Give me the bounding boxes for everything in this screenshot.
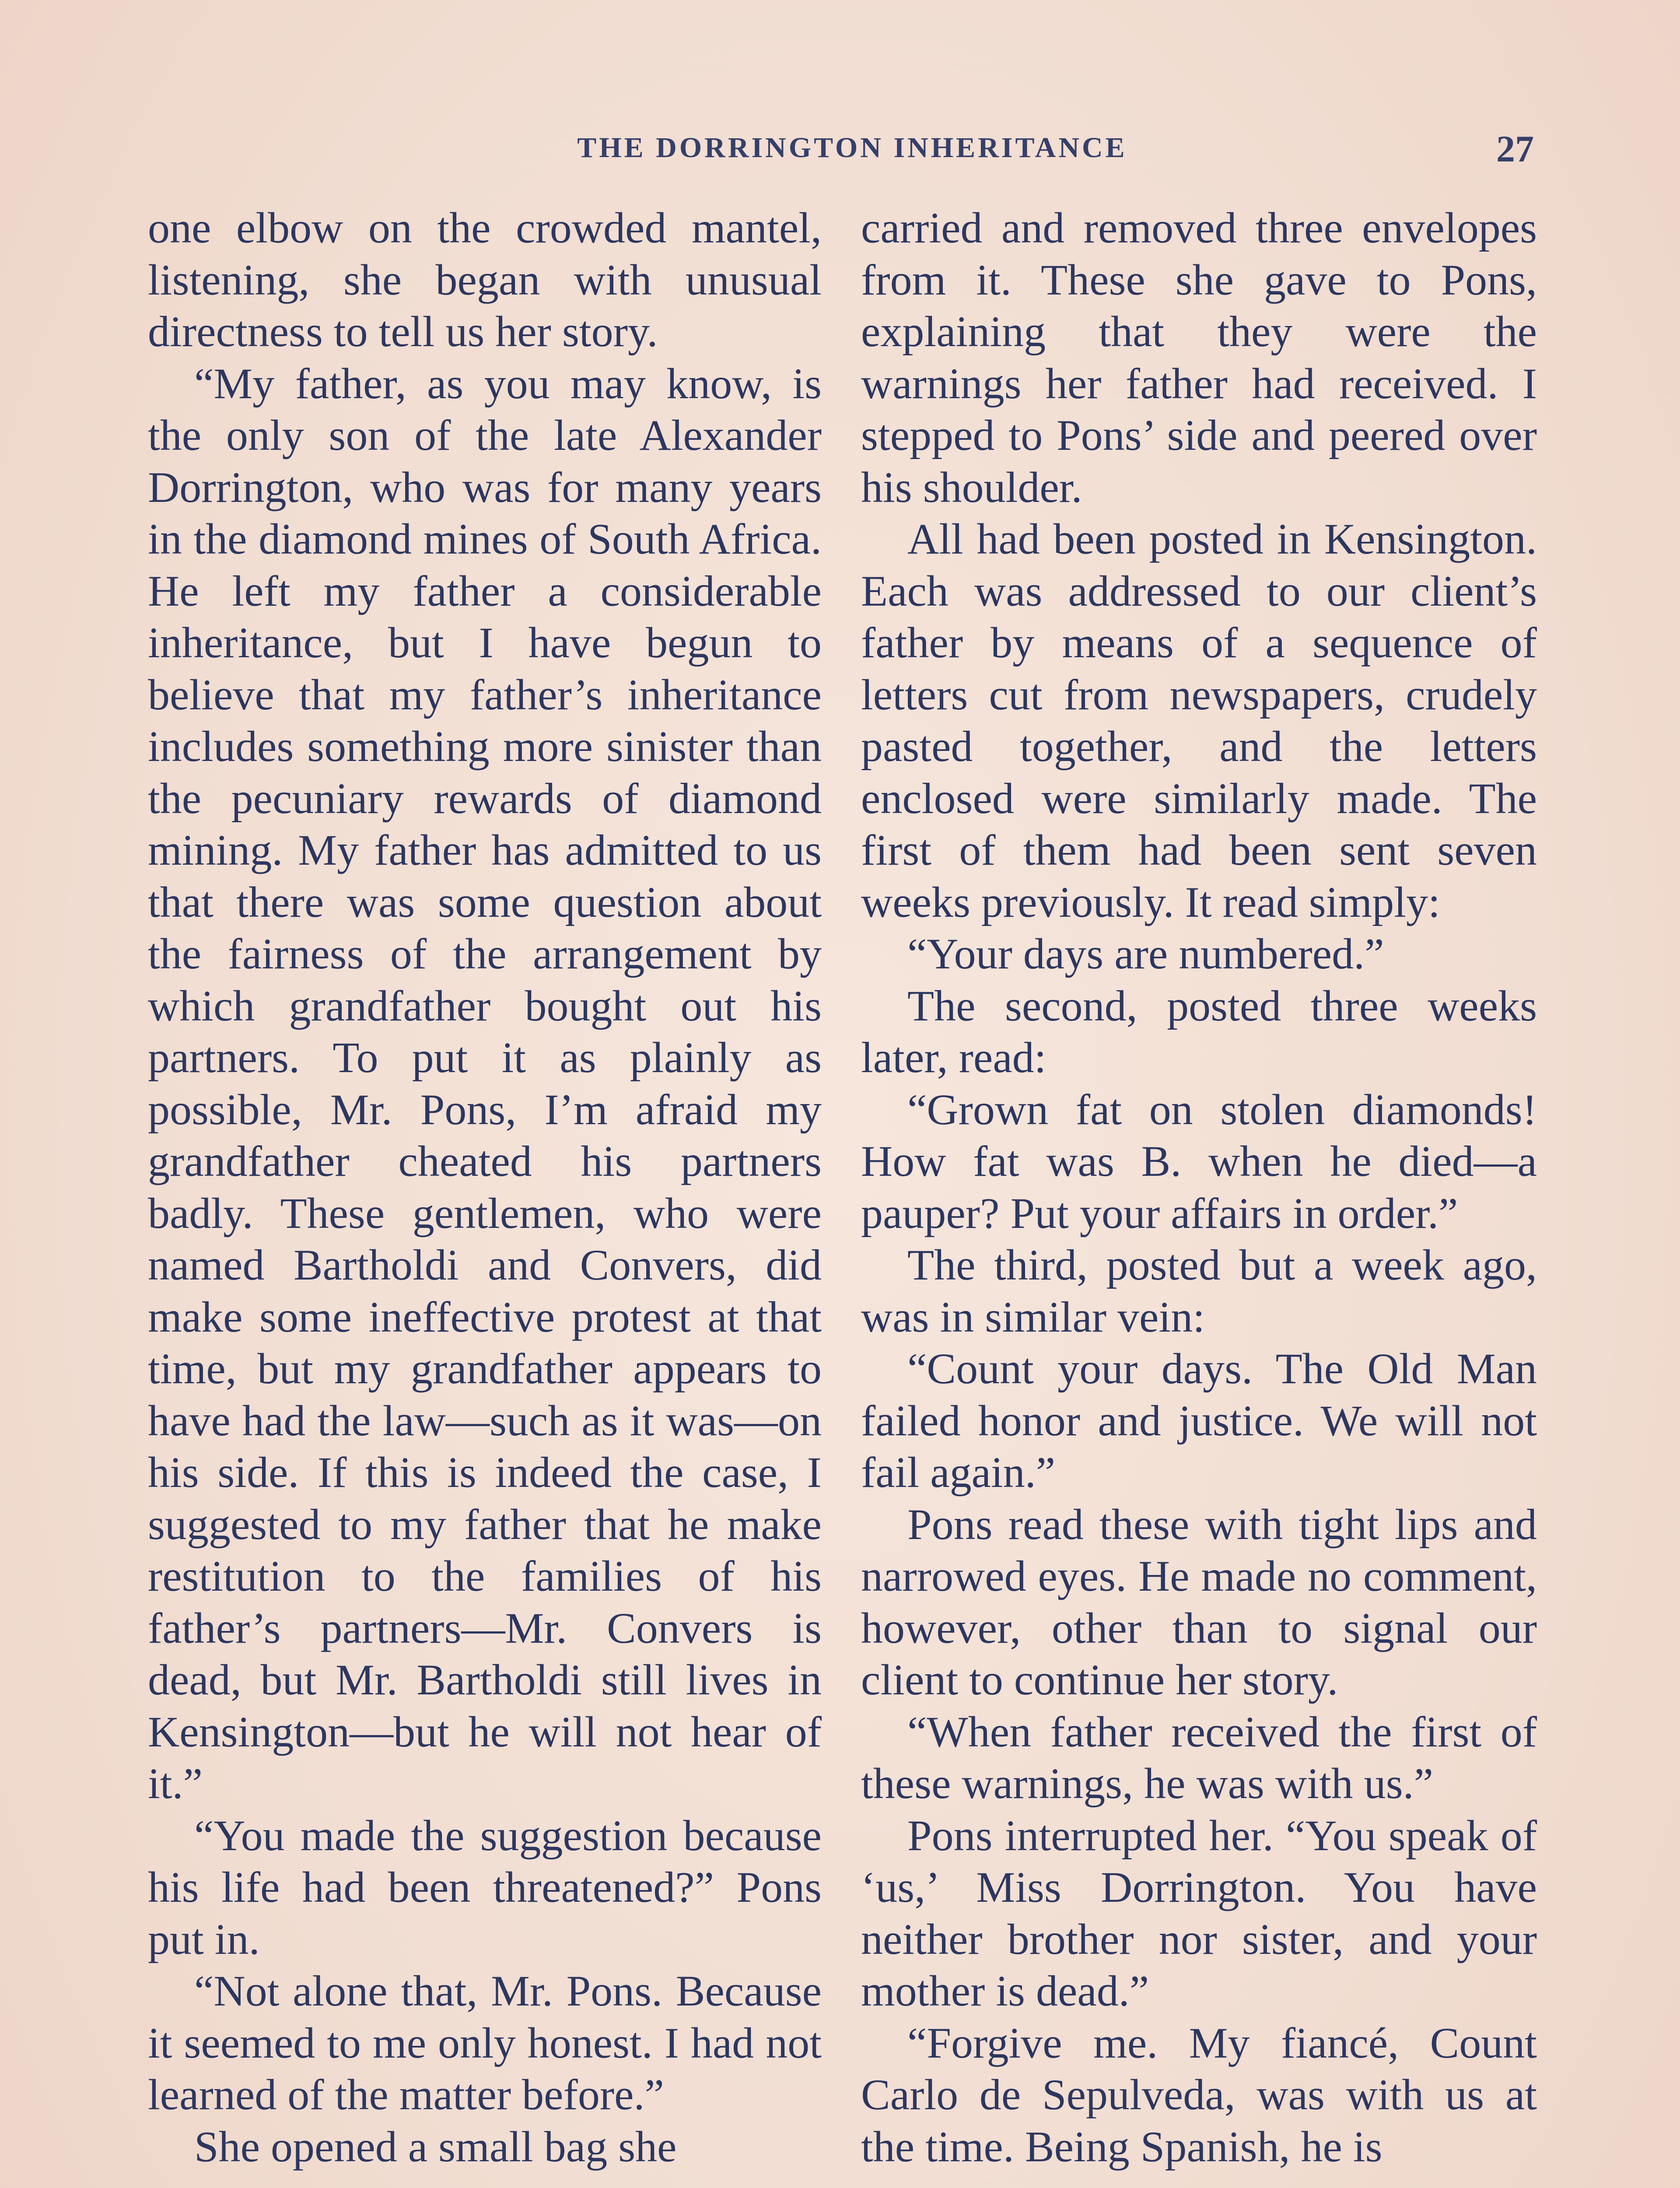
paragraph: All had been posted in Kensington. Each was addressed to our client’s father by means of a sequence of letters cut from newspapers, crudely pasted together, and the letters enclosed were similarly made. The first of them had been sent seven weeks previously. It read simply:: [861, 515, 1537, 926]
paragraph: The second, posted three weeks later, read:: [861, 981, 1537, 1082]
paragraph: The third, posted but a week ago, was in similar vein:: [861, 1241, 1537, 1341]
paragraph: “Count your days. The Old Man failed honor and justice. We will not fail again.”: [861, 1344, 1537, 1497]
paragraph: “Your days are numbered.”: [907, 929, 1384, 978]
left-column: [148, 202, 822, 2173]
paragraph: She opened a small bag she: [194, 2122, 677, 2171]
page-header: [0, 128, 1680, 171]
paragraph: “You made the suggestion because his life had been threatened?” Pons put in.: [148, 1811, 822, 1964]
paragraph: “Forgive me. My fiancé, Count Carlo de Sepulveda, was with us at the time. Being Spanish, he is: [861, 2018, 1537, 2171]
paragraph: “My father, as you may know, is the only son of the late Alexander Dorrington, who was for many years in the diamond mines of South Africa. He left my father a considerable inheritance, but I have begun to believe that my father’s inheritance includes something more sinister than the pecuniary rewards of diamond mining. My father has admitted to us that there was some question about the fairness of the arrangement by which grandfather bought out his partners. To put it as plainly as possible, Mr. Pons, I’m afraid my grandfather cheated his partners badly. These gentlemen, who were named Bartholdi and Convers, did make some ineffective protest at that time, but my grandfather appears to have had the law—such as it was—on his side. If this is indeed the case, I suggested to my father that he make restitution to the families of his father’s partners—Mr. Convers is dead, but Mr. Bartholdi still lives in Kensington—but he will not hear of it.”: [148, 359, 822, 1808]
paragraph: Pons interrupted her. “You speak of ‘us,’ Miss Dorrington. You have neither brother nor sister, and your mother is dead.”: [861, 1811, 1537, 2015]
right-column: [861, 202, 1537, 2173]
paragraph: “When father received the first of these warnings, he was with us.”: [861, 1707, 1537, 1808]
running-title: THE DORRINGTON INHERITANCE: [577, 132, 1127, 164]
paragraph: one elbow on the crowded mantel, listening, she began with unusual directness to tell us her story.: [148, 203, 822, 356]
page-number: 27: [1496, 128, 1534, 170]
paragraph: Pons read these with tight lips and narrowed eyes. He made no comment, however, other than to signal our client to continue her story.: [861, 1500, 1537, 1704]
paragraph: “Grown fat on stolen diamonds! How fat was B. when he died—a pauper? Put your affairs in order.”: [861, 1085, 1537, 1238]
paragraph: “Not alone that, Mr. Pons. Because it seemed to me only honest. I had not learned of the matter before.”: [148, 1967, 822, 2119]
paragraph: carried and removed three envelopes from it. These she gave to Pons, explaining that they were the warnings her father had received. I stepped to Pons’ side and peered over his shoulder.: [861, 203, 1537, 512]
